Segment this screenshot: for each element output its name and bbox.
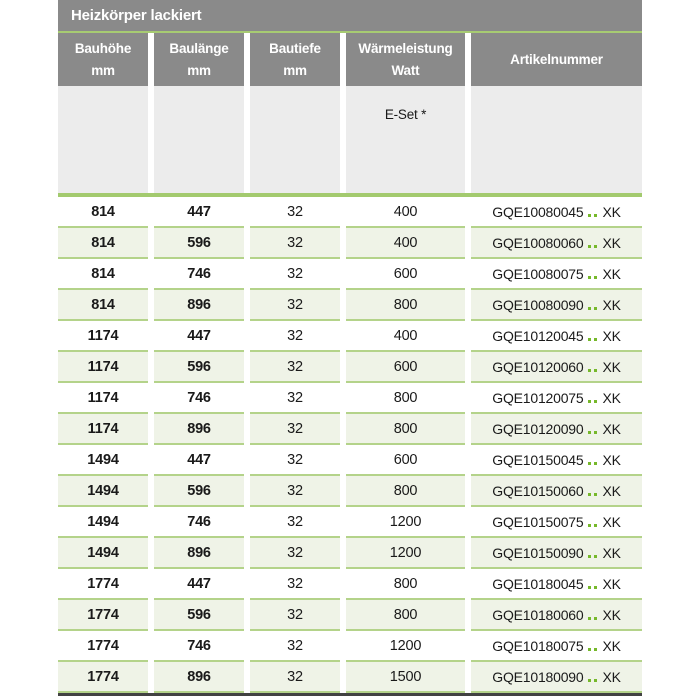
bautiefe-cell: 32 (250, 290, 340, 321)
placeholder-dot-icon (588, 245, 591, 248)
bautiefe-cell: 32 (250, 197, 340, 228)
watt-cell: 400 (346, 321, 465, 352)
column-header-label: Artikelnummer (510, 51, 603, 67)
table-row (58, 507, 642, 538)
artikel-prefix: GQE10120060 (492, 358, 584, 375)
baulaenge-cell: 447 (154, 197, 244, 228)
placeholder-dot-icon (588, 338, 591, 341)
baulaenge-cell: 896 (154, 538, 244, 569)
artikel-prefix: GQE10180075 (492, 637, 584, 654)
artikel-suffix: XK (602, 513, 621, 530)
column-header-waermeleistung (346, 33, 465, 86)
artikel-suffix: XK (602, 265, 621, 282)
artikelnummer-cell (471, 321, 642, 352)
artikel-suffix: XK (602, 420, 621, 437)
artikelnummer-cell (471, 383, 642, 414)
table-row (58, 352, 642, 383)
product-table (58, 0, 642, 696)
baulaenge-cell: 896 (154, 290, 244, 321)
artikel-prefix: GQE10150045 (492, 451, 584, 468)
table-row (58, 197, 642, 228)
placeholder-dot-icon (594, 307, 597, 310)
table-row (58, 321, 642, 352)
table-row (58, 631, 642, 662)
table-row (58, 290, 642, 321)
placeholder-dot-icon (588, 617, 591, 620)
artikelnummer-text (492, 328, 621, 344)
artikelnummer-cell (471, 290, 642, 321)
bauhoehe-cell: 1494 (58, 445, 148, 476)
artikelnummer-text (492, 266, 621, 282)
artikelnummer-text (492, 235, 621, 251)
watt-cell: 1200 (346, 507, 465, 538)
placeholder-dot-icon (594, 524, 597, 527)
artikel-prefix: GQE10080075 (492, 265, 584, 282)
placeholder-dot-icon (588, 524, 591, 527)
bauhoehe-cell: 1774 (58, 600, 148, 631)
placeholder-dot-icon (594, 276, 597, 279)
bautiefe-cell: 32 (250, 538, 340, 569)
artikel-prefix: GQE10120075 (492, 389, 584, 406)
column-header-unit: mm (187, 62, 211, 78)
baulaenge-cell: 447 (154, 569, 244, 600)
bautiefe-cell: 32 (250, 476, 340, 507)
artikelnummer-text (492, 607, 621, 623)
artikelnummer-text (492, 452, 621, 468)
artikelnummer-cell (471, 476, 642, 507)
placeholder-dot-icon (594, 462, 597, 465)
bauhoehe-cell: 1774 (58, 569, 148, 600)
placeholder-dot-icon (594, 400, 597, 403)
bautiefe-cell: 32 (250, 321, 340, 352)
placeholder-dot-icon (594, 214, 597, 217)
baulaenge-cell: 596 (154, 352, 244, 383)
placeholder-dot-icon (594, 338, 597, 341)
column-header-artikelnummer (471, 33, 642, 86)
placeholder-dot-icon (588, 276, 591, 279)
placeholder-dot-icon (588, 648, 591, 651)
artikel-prefix: GQE10150090 (492, 544, 584, 561)
bauhoehe-cell: 1494 (58, 538, 148, 569)
subheader-cell-empty (58, 86, 148, 193)
artikel-suffix: XK (602, 358, 621, 375)
watt-cell: 800 (346, 600, 465, 631)
baulaenge-cell: 596 (154, 228, 244, 259)
table-row (58, 600, 642, 631)
bauhoehe-cell: 1494 (58, 476, 148, 507)
watt-cell: 400 (346, 228, 465, 259)
subheader-cell-empty (250, 86, 340, 193)
placeholder-dot-icon (594, 493, 597, 496)
baulaenge-cell: 896 (154, 414, 244, 445)
column-header-unit: mm (283, 62, 307, 78)
placeholder-dot-icon (588, 493, 591, 496)
artikel-suffix: XK (602, 575, 621, 592)
artikelnummer-cell (471, 197, 642, 228)
artikel-suffix: XK (602, 668, 621, 685)
watt-cell: 1200 (346, 538, 465, 569)
placeholder-dot-icon (588, 462, 591, 465)
artikelnummer-text (492, 297, 621, 313)
baulaenge-cell: 746 (154, 259, 244, 290)
column-header-bautiefe (250, 33, 340, 86)
placeholder-dot-icon (594, 679, 597, 682)
watt-cell: 800 (346, 290, 465, 321)
table-rows (58, 197, 642, 693)
artikelnummer-cell (471, 631, 642, 662)
bauhoehe-cell: 1174 (58, 321, 148, 352)
watt-cell: 1200 (346, 631, 465, 662)
table-bottom-border (58, 693, 642, 696)
baulaenge-cell: 746 (154, 507, 244, 538)
artikelnummer-text (492, 638, 621, 654)
watt-cell: 600 (346, 352, 465, 383)
placeholder-dot-icon (594, 617, 597, 620)
artikel-suffix: XK (602, 296, 621, 313)
placeholder-dot-icon (588, 400, 591, 403)
watt-cell: 800 (346, 414, 465, 445)
artikel-suffix: XK (602, 451, 621, 468)
baulaenge-cell: 746 (154, 383, 244, 414)
bauhoehe-cell: 1174 (58, 352, 148, 383)
artikelnummer-cell (471, 445, 642, 476)
bautiefe-cell: 32 (250, 414, 340, 445)
artikel-suffix: XK (602, 327, 621, 344)
bauhoehe-cell: 814 (58, 228, 148, 259)
baulaenge-cell: 447 (154, 445, 244, 476)
artikel-prefix: GQE10080060 (492, 234, 584, 251)
artikelnummer-text (492, 545, 621, 561)
bauhoehe-cell: 814 (58, 290, 148, 321)
artikelnummer-cell (471, 662, 642, 693)
bautiefe-cell: 32 (250, 569, 340, 600)
column-header-label: Baulänge (169, 40, 229, 56)
artikelnummer-cell (471, 600, 642, 631)
bautiefe-cell: 32 (250, 600, 340, 631)
baulaenge-cell: 447 (154, 321, 244, 352)
watt-cell: 600 (346, 445, 465, 476)
artikel-suffix: XK (602, 637, 621, 654)
artikelnummer-cell (471, 352, 642, 383)
bautiefe-cell: 32 (250, 383, 340, 414)
artikel-prefix: GQE10120090 (492, 420, 584, 437)
artikelnummer-text (492, 359, 621, 375)
bautiefe-cell: 32 (250, 507, 340, 538)
baulaenge-cell: 596 (154, 600, 244, 631)
table-row (58, 259, 642, 290)
bauhoehe-cell: 814 (58, 197, 148, 228)
table-row (58, 662, 642, 693)
table-title-bar (58, 0, 642, 31)
table-row (58, 445, 642, 476)
artikelnummer-cell (471, 538, 642, 569)
bautiefe-cell: 32 (250, 662, 340, 693)
artikel-suffix: XK (602, 389, 621, 406)
eset-label: E-Set * (384, 107, 427, 122)
bauhoehe-cell: 1774 (58, 662, 148, 693)
placeholder-dot-icon (588, 307, 591, 310)
artikelnummer-cell (471, 569, 642, 600)
artikel-prefix: GQE10180090 (492, 668, 584, 685)
table-title: Heizkörper lackiert (71, 7, 202, 24)
baulaenge-cell: 746 (154, 631, 244, 662)
placeholder-dot-icon (588, 431, 591, 434)
placeholder-dot-icon (588, 586, 591, 589)
placeholder-dot-icon (594, 369, 597, 372)
artikelnummer-text (492, 390, 621, 406)
placeholder-dot-icon (588, 369, 591, 372)
column-header-label: Wärmeleistung (358, 40, 453, 56)
watt-cell: 600 (346, 259, 465, 290)
artikelnummer-text (492, 204, 621, 220)
subheader-cell-eset (346, 86, 465, 193)
artikelnummer-text (492, 669, 621, 685)
artikelnummer-text (492, 514, 621, 530)
artikel-prefix: GQE10180060 (492, 606, 584, 623)
placeholder-dot-icon (594, 586, 597, 589)
artikel-prefix: GQE10080045 (492, 203, 584, 220)
column-header-baulaenge (154, 33, 244, 86)
column-header-unit: mm (91, 62, 115, 78)
bauhoehe-cell: 1174 (58, 414, 148, 445)
placeholder-dot-icon (588, 679, 591, 682)
watt-cell: 800 (346, 476, 465, 507)
bautiefe-cell: 32 (250, 228, 340, 259)
watt-cell: 800 (346, 383, 465, 414)
artikelnummer-cell (471, 259, 642, 290)
artikel-suffix: XK (602, 544, 621, 561)
subheader-cell-empty (154, 86, 244, 193)
artikel-prefix: GQE10120045 (492, 327, 584, 344)
bauhoehe-cell: 814 (58, 259, 148, 290)
placeholder-dot-icon (588, 214, 591, 217)
bautiefe-cell: 32 (250, 445, 340, 476)
artikel-prefix: GQE10150075 (492, 513, 584, 530)
placeholder-dot-icon (594, 245, 597, 248)
column-header-label: Bauhöhe (74, 40, 132, 56)
watt-cell: 800 (346, 569, 465, 600)
artikel-prefix: GQE10080090 (492, 296, 584, 313)
artikel-suffix: XK (602, 482, 621, 499)
column-header-row (58, 33, 642, 86)
bauhoehe-cell: 1774 (58, 631, 148, 662)
artikelnummer-text (492, 483, 621, 499)
artikelnummer-text (492, 576, 621, 592)
column-header-label: Bautiefe (269, 40, 321, 56)
artikel-suffix: XK (602, 234, 621, 251)
table-row (58, 228, 642, 259)
table-row (58, 569, 642, 600)
baulaenge-cell: 896 (154, 662, 244, 693)
artikel-suffix: XK (602, 203, 621, 220)
placeholder-dot-icon (594, 431, 597, 434)
table-row (58, 414, 642, 445)
watt-cell: 1500 (346, 662, 465, 693)
placeholder-dot-icon (594, 555, 597, 558)
bauhoehe-cell: 1494 (58, 507, 148, 538)
artikelnummer-cell (471, 507, 642, 538)
column-header-unit: Watt (391, 62, 420, 78)
artikelnummer-cell (471, 228, 642, 259)
subheader-cell-empty (471, 86, 642, 193)
artikel-prefix: GQE10180045 (492, 575, 584, 592)
artikelnummer-cell (471, 414, 642, 445)
placeholder-dot-icon (594, 648, 597, 651)
table-row (58, 476, 642, 507)
watt-cell: 400 (346, 197, 465, 228)
artikel-suffix: XK (602, 606, 621, 623)
baulaenge-cell: 596 (154, 476, 244, 507)
artikelnummer-text (492, 421, 621, 437)
bauhoehe-cell: 1174 (58, 383, 148, 414)
bautiefe-cell: 32 (250, 631, 340, 662)
bautiefe-cell: 32 (250, 352, 340, 383)
column-header-bauhoehe (58, 33, 148, 86)
artikel-prefix: GQE10150060 (492, 482, 584, 499)
subheader-band (58, 86, 642, 193)
placeholder-dot-icon (588, 555, 591, 558)
table-row (58, 383, 642, 414)
table-row (58, 538, 642, 569)
bautiefe-cell: 32 (250, 259, 340, 290)
